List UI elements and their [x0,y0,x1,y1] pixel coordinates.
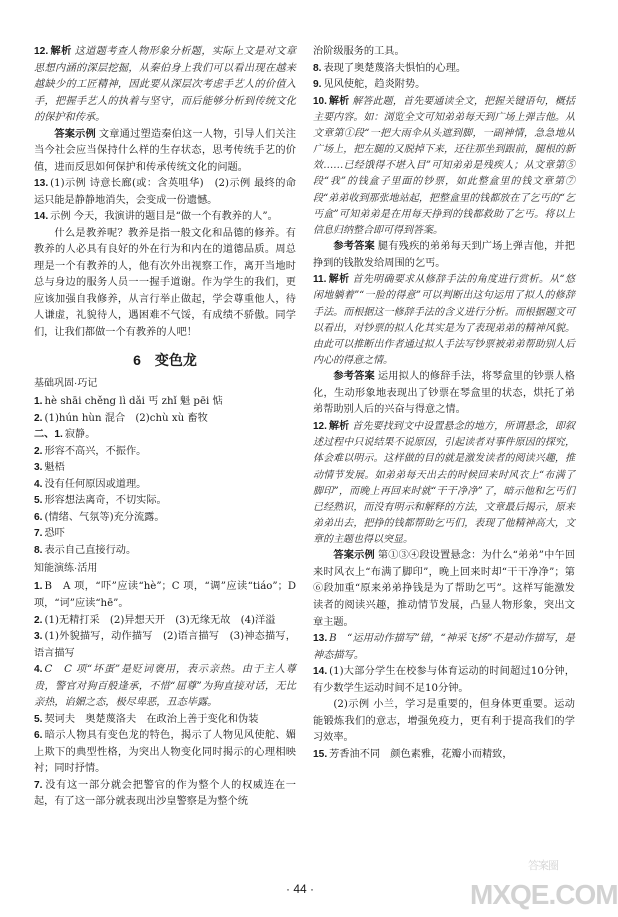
q14: 14. 示例 今天，我演讲的题目是“做一个有教养的人”。 [34,211,278,223]
practice-14-part2: (2)示例 小兰，学习是重要的，但身体更重要。运动能锻炼我们的意志，增强免疫力，更有利于提高我们的学习效率。 [313,699,575,744]
practice-1: 1. B A 项，“吓”应读“hè”；C 项，“调”应读“tiáo”；D 项，“诃”应读“hē”。 [34,581,296,609]
basic-9: 7. 恐吓 [34,528,65,540]
practice-3: 3. (1)外貌描写，动作描写 (2)语言描写 (3)神态描写，语言描写 [34,631,296,659]
basic-3: 二、1. 寂静。 [34,429,96,441]
practice-5: 5. 契诃夫 奥楚蔑洛夫 在政治上善于变化和伪装 [34,713,259,725]
watermark-small-text: 答案圈 [528,860,558,872]
practice-7-continued: 治阶级服务的工具。 [313,46,405,57]
practice-10: 10. 解析 解答此题，首先要通读全文，把握关键语句，概括主要内容。如：浏览全文可知弟弟每天到广场上弹吉他。从文章第①段“一把大雨伞从头遮到脚，一副神情，急急地从广场上，把左腿的又脱掉下来，还往那坐到跟前，腿根的新效……已经饿得不堪入目”可知弟弟是残疾人；从文章第⑤段“我”的钱盒子里面的钞票，如此整盒里的钱文章第⑦段“弟弟收到那张地站起，把整盒里的钱都放在了乞丐的“乞丐盒”可知弟弟是在用每天挣到的钱都救助了乞丐。将以上信息归纳整合即可得到答案。 [313,95,576,237]
q13: 13. (1)示例 诗意长廊(或：含英咀华) (2)示例 最终的命运只能是静静地消失，会变成一份遗憾。 [34,178,296,206]
left-column [34,44,296,811]
practice-11: 11. 解析 首先明确要求从修辞手法的角度进行赏析。从“悠闲地躺着”“一脸的得意”可以判断出这句运用了拟人的修辞手法。而根据这一修辞手法的含义进行分析。而根据题文可以看出，对钞票的拟人化其实是为了表现弟弟的精神风貌。由此可以推断出作者通过拟人手法写钞票被弟弟帮助别人后内心的得意之情。 [313,274,576,367]
basic-2: 2. (1)hún hùn 混合 (2)chù xù 畜牧 [34,412,208,424]
practice-2: 2. (1)无精打采 (2)异想天开 (3)无缘无故 (4)洋溢 [34,614,276,626]
basic-1: 1. hè shāi chěng lì dǎi 丐 zhǐ 魁 pēi 惦 [34,396,223,408]
right-column [313,44,575,763]
q14-paragraph: 什么是教养呢？教养是指一般文化和品德的修养。有教养的人必具有良好的外在行为和内在的道德品质。周总理是一个有教养的人，他有次外出视察工作，离开当地时总与身边的服务人员一一握手道谢。作为学生的我们，更应该加强自我修养，从言行举止做起，学会尊重他人，待人谦虚，礼貌待人，遇困难不气馁，有成绩不骄傲。同学们，让我们都做一个有教养的人吧！ [34,227,296,338]
page-number: · 44 · [285,882,314,896]
section-basic: 基础巩固·巧记 [34,377,98,389]
watermark-big-text: MXQE.COM [470,879,618,910]
practice-13: 13. B “运用动作描写”错，“神采飞扬”不是动作描写，是神态描写。 [313,633,575,661]
practice-15: 15. 芳香油不同 颜色素雅，花瓣小而精致， [313,748,513,760]
lesson-title: 6 变色龙 [133,352,197,369]
watermark-logo [470,858,618,910]
practice-6: 6. 暗示人物具有变色龙的特色，揭示了人物见风使舵、媚上欺下的典型性格，为突出人物变化同时揭示的心理相映衬；同时抒情。 [34,730,296,775]
q12-answer: 答案示例 文章通过塑造秦伯这一人物，引导人们关注当今社会应当保持什么样的生存状态，思考传统手艺的价值，进而反思如何保护和传承传统文化的问题。 [34,128,296,173]
section-practice: 知能演练·活用 [34,563,98,575]
practice-14: 14. (1)大部分学生在校参与体育运动的时间超过10分钟，有少数学生运动时间不足10分钟。 [313,666,575,694]
basic-4: 2. 形容不高兴，不振作。 [34,445,147,457]
practice-11-answer: 参考答案 运用拟人的修辞手法，将琴盒里的钞票人格化，生动形象地表现出了钞票在琴盒里的状态，烘托了弟弟帮助别人后的兴奋与得意之情。 [313,371,575,416]
basic-6: 4. 没有任何原因或道理。 [34,478,147,490]
practice-10-answer: 参考答案 腿有残疾的弟弟每天到广场上弹吉他，并把挣到的钱散发给周围的乞丐。 [313,241,575,269]
q12: 12. 解析 这道题考查人物形象分析题，实际上文是对文章思想内涵的深层挖掘，从秦伯身上我们可以看出现在越来越缺少的工匠精神，因此要从深层次考虑手艺人的价值入手，把握手艺人的执着与坚守，而后能够分析到传统文化的保护和传承。 [34,46,297,124]
practice-4: 4. C C 项“坏蛋”是贬词褒用，表示亲热。由于主人尊贵，警官对狗百般逢承，不惜“屈尊”为狗直接对话，无比亲热，谄媚之态，极尽卑恶，丑态毕露。 [34,664,296,709]
basic-10: 8. 表示自己直接行动。 [34,544,137,556]
practice-12: 12. 解析 首先要找到文中设置悬念的地方，所谓悬念，即叙述过程中只说结果不说原因，引起读者对事件原因的探究，体会难以明示。这样做的目的就是激发读者的阅读兴趣，推动情节发展。如弟弟每天出去的时候回来时风衣上“布满了脚印”，而晚上再回来时就“干干净净”了，暗示他和乞丐们已经熟识，而没有明示和解释的方法，文章最后揭示，原来弟弟出去，把挣的钱都帮助乞丐们，表现了他精神高大，文章的主题也得以突显。 [313,420,576,546]
practice-9: 9. 见风使舵，趋炎附势。 [313,79,426,91]
practice-8: 8. 表现了奥楚蔑洛夫惧怕的心理。 [313,62,467,74]
practice-7: 7. 没有这一部分就会把警官的作为整个人的权威连在一起，有了这一部分就表现出沙皇警察是为整个统 [34,779,296,808]
basic-7: 5. 形容想法离奇，不切实际。 [34,495,167,507]
practice-12-answer: 答案示例 第①③④段设置悬念：为什么“弟弟”中午回来时风衣上“布满了脚印”，晚上回来时却“干干净净”；第⑥段加重“原来弟弟挣钱是为了帮助乞丐”。这样写能激发读者的阅读兴趣，推动情节发展，凸显人物形象，突出文章主题。 [313,550,576,628]
basic-8: 6. (情绪、气氛等)充分流露。 [34,511,165,523]
basic-5: 3. 魁梧 [34,462,65,474]
